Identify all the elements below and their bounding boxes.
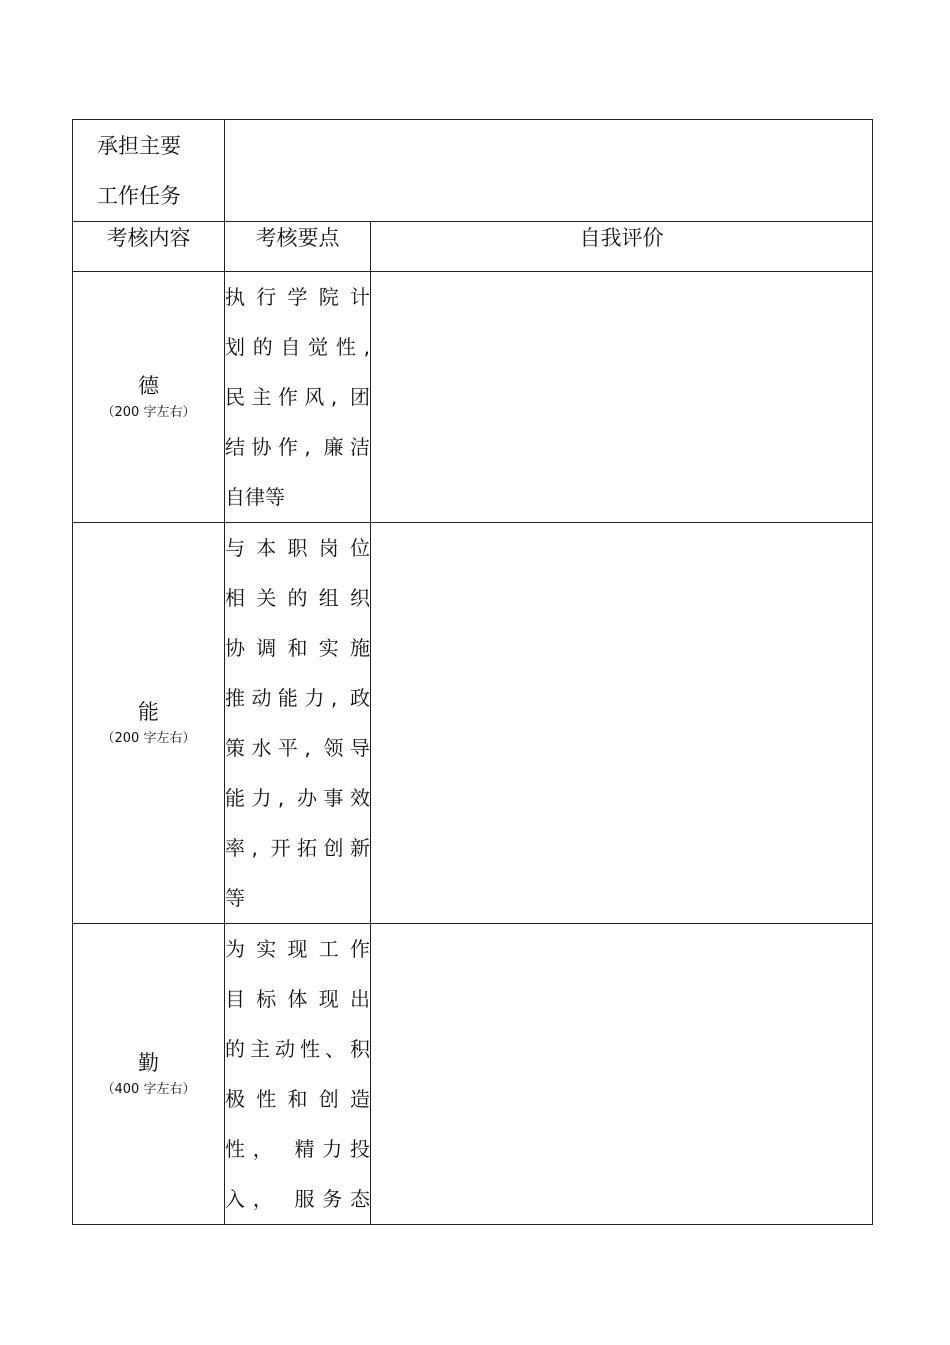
header-row [73,222,873,272]
points-line: 策水平, 领导 [225,736,370,760]
points-line: 目标体现出 [225,987,370,1011]
morality-points-cell [225,272,371,523]
points-line: 相关的组织 [225,586,370,610]
main-task-label-line: 工作任务 [97,184,181,208]
diligence-points-cell [225,924,371,1225]
category-title: 德 [138,374,159,398]
word-count-note: （200 字左右） [101,731,196,746]
points-line: 结协作, 廉洁 [225,435,370,459]
category-title: 勤 [138,1051,159,1075]
word-count-note: （200 字左右） [101,405,196,420]
points-line: 协调和实施 [225,636,370,660]
points-line: 为实现工作 [225,937,370,961]
points-line: 入， 服务态 [225,1187,370,1211]
points-line: 推动能力, 政 [225,686,370,710]
diligence-category-cell [73,924,225,1225]
morality-self-eval-cell[interactable] [371,272,873,523]
word-count-note: （400 字左右） [101,1082,196,1097]
main-task-row [73,120,873,222]
ability-self-eval-cell[interactable] [371,523,873,924]
points-line: 性， 精力投 [225,1137,370,1161]
header-self-eval: 自我评价 [371,222,873,272]
self-evaluation-form [72,119,873,1225]
points-line: 划的自觉性, [225,335,370,359]
main-task-input-cell[interactable] [225,120,873,222]
ability-points-cell [225,523,371,924]
ability-row [73,523,873,924]
points-line: 的主动性、积 [225,1037,370,1061]
main-task-label-cell [73,120,225,222]
diligence-self-eval-cell[interactable] [371,924,873,1225]
points-line: 极性和创造 [225,1087,370,1111]
points-line: 等 [225,886,245,910]
morality-row [73,272,873,523]
points-line: 率, 开拓创新 [225,836,370,860]
header-category: 考核内容 [73,222,225,272]
main-task-label-line: 承担主要 [97,134,181,158]
ability-category-cell [73,523,225,924]
points-line: 能力, 办事效 [225,786,370,810]
header-points: 考核要点 [225,222,371,272]
points-line: 执行学院计 [225,285,370,309]
morality-category-cell [73,272,225,523]
category-title: 能 [138,700,159,724]
points-line: 与本职岗位 [225,536,370,560]
diligence-row [73,924,873,1225]
points-line: 自律等 [225,485,285,509]
points-line: 民主作风, 团 [225,385,370,409]
